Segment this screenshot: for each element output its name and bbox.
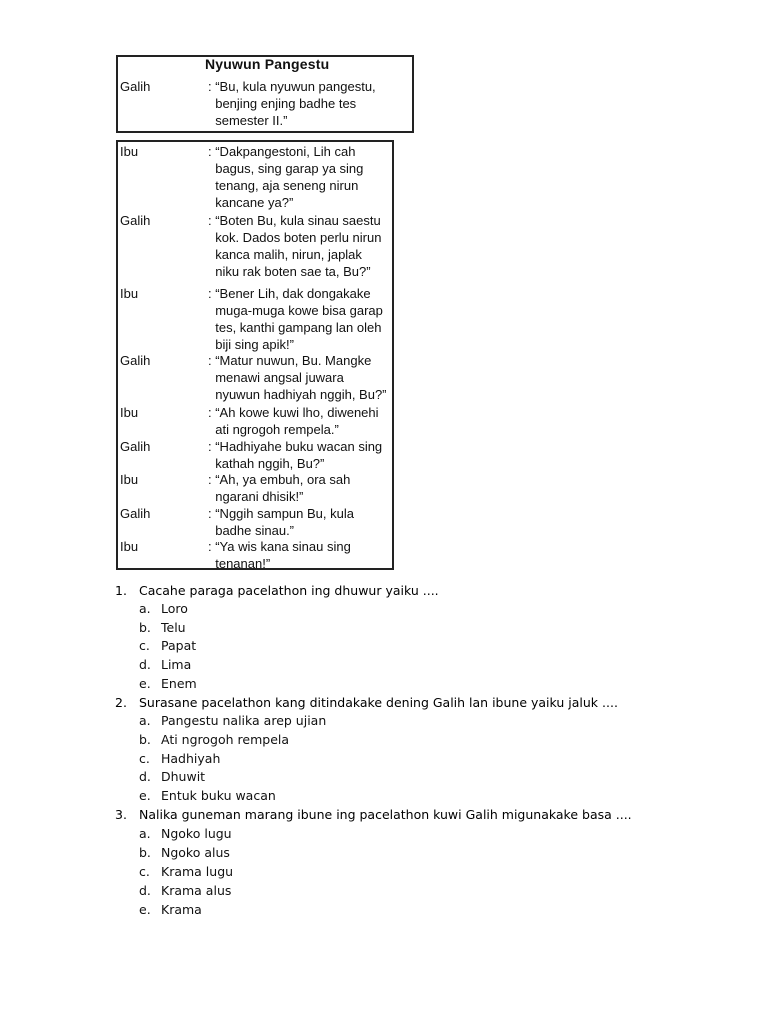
dialogue-scan xyxy=(113,50,415,570)
option-letter: d. xyxy=(139,883,151,898)
utterance: : “Boten Bu, kula sinau saestu kok. Dados boten perlu nirun kanca malih, nirun, japlak niku rak boten sae ta, Bu?” xyxy=(208,213,382,279)
option-letter: b. xyxy=(139,732,151,747)
speaker: Ibu xyxy=(120,286,139,301)
utterance: : “Nggih sampun Bu, kula badhe sinau.” xyxy=(208,506,354,538)
option-text: Ati ngrogoh rempela xyxy=(161,732,290,747)
option-text: Entuk buku wacan xyxy=(161,788,276,803)
option-text: Krama xyxy=(161,902,202,917)
option-letter: c. xyxy=(139,864,150,879)
utterance: : “Hadhiyahe buku wacan sing kathah nggih, Bu?” xyxy=(208,439,383,471)
option-letter: a. xyxy=(139,601,151,616)
option-text: Loro xyxy=(161,601,188,616)
option-letter: a. xyxy=(139,713,151,728)
utterance: : “Ah kowe kuwi lho, diwenehi ati ngrogoh rempela.” xyxy=(208,405,379,437)
utterance: : “Bu, kula nyuwun pangestu, benjing enjing badhe tes semester II.” xyxy=(208,79,376,128)
option-letter: d. xyxy=(139,769,151,784)
option-letter: c. xyxy=(139,638,150,653)
dialogue-title: Nyuwun Pangestu xyxy=(205,56,330,72)
question-number: 1. xyxy=(115,583,127,598)
option-letter: a. xyxy=(139,826,151,841)
option-text: Telu xyxy=(161,620,186,635)
speaker: Galih xyxy=(120,439,151,454)
option-letter: e. xyxy=(139,676,151,691)
option-text: Hadhiyah xyxy=(161,751,221,766)
speaker: Ibu xyxy=(120,405,139,420)
speaker: Ibu xyxy=(120,144,139,159)
question-number: 2. xyxy=(115,695,127,710)
speaker: Galih xyxy=(120,79,151,94)
option-text: Ngoko alus xyxy=(161,845,230,860)
utterance: : “Ya wis kana sinau sing tenanan!” xyxy=(208,539,351,571)
option-letter: e. xyxy=(139,788,151,803)
option-text: Ngoko lugu xyxy=(161,826,232,841)
speaker: Ibu xyxy=(120,539,139,554)
question-number: 3. xyxy=(115,807,127,822)
utterance: : “Bener Lih, dak dongakake muga-muga kowe bisa garap tes, kanthi gampang lan oleh biji sing apik!” xyxy=(208,286,383,352)
option-letter: b. xyxy=(139,620,151,635)
option-text: Enem xyxy=(161,676,197,691)
utterance: : “Matur nuwun, Bu. Mangke menawi angsal juwara nyuwun hadhiyah nggih, Bu?” xyxy=(208,353,387,402)
utterance: : “Dakpangestoni, Lih cah bagus, sing garap ya sing tenang, aja seneng nirun kancane ya?” xyxy=(208,144,364,210)
option-letter: d. xyxy=(139,657,151,672)
option-text: Papat xyxy=(161,638,197,653)
utterance: : “Ah, ya embuh, ora sah ngarani dhisik!” xyxy=(208,472,351,504)
question-stem: Nalika guneman marang ibune ing pacelathon kuwi Galih migunakake basa .... xyxy=(139,807,632,822)
speaker: Galih xyxy=(120,353,151,368)
option-text: Lima xyxy=(161,657,192,672)
question-stem: Cacahe paraga pacelathon ing dhuwur yaiku .... xyxy=(139,583,439,598)
question-stem: Surasane pacelathon kang ditindakake dening Galih lan ibune yaiku jaluk .... xyxy=(139,695,618,710)
option-letter: b. xyxy=(139,845,151,860)
option-text: Krama alus xyxy=(161,883,232,898)
option-text: Pangestu nalika arep ujian xyxy=(161,713,327,728)
option-text: Krama lugu xyxy=(161,864,234,879)
speaker: Ibu xyxy=(120,472,139,487)
option-text: Dhuwit xyxy=(161,769,206,784)
option-letter: e. xyxy=(139,902,151,917)
option-letter: c. xyxy=(139,751,150,766)
speaker: Galih xyxy=(120,213,151,228)
speaker: Galih xyxy=(120,506,151,521)
